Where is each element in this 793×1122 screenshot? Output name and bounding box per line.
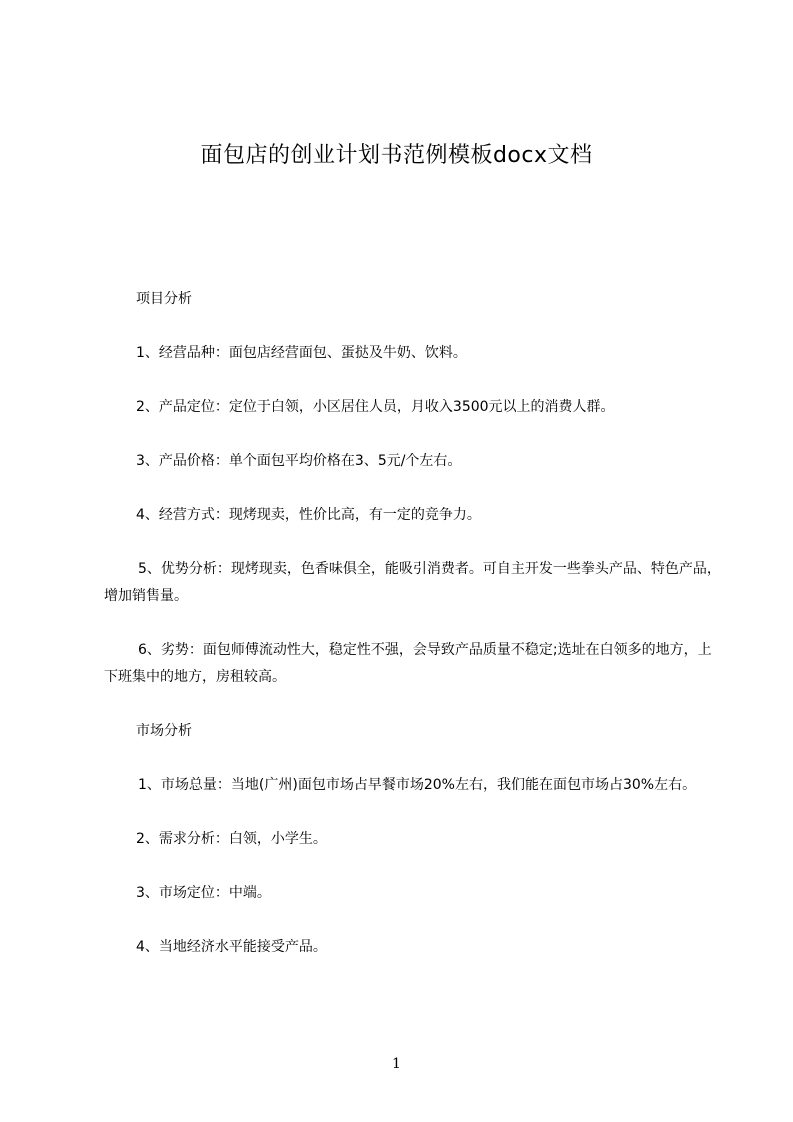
market-item-3: 3、市场定位：中端。 bbox=[136, 885, 271, 901]
project-item-2: 2、产品定位：定位于白领，小区居住人员，月收入3500元以上的消费人群。 bbox=[136, 399, 615, 415]
document-title: 面包店的创业计划书范例模板docx文档 bbox=[200, 143, 593, 168]
project-item-4: 4、经营方式：现烤现卖，性价比高，有一定的竞争力。 bbox=[136, 507, 481, 523]
project-item-5: 5、优势分析：现烤现卖，色香味俱全，能吸引消费者。可自主开发一些拳头产品、特色产品，增加销售量。 bbox=[104, 561, 721, 604]
market-item-4: 4、当地经济水平能接受产品。 bbox=[136, 939, 327, 955]
project-item-1: 1、经营品种：面包店经营面包、蛋挞及牛奶、饮料。 bbox=[136, 345, 467, 361]
document-body bbox=[104, 286, 724, 988]
project-item-6: 6、劣势：面包师傅流动性大，稳定性不强，会导致产品质量不稳定;选址在白领多的地方，上下班集中的地方，房租较高。 bbox=[104, 642, 712, 685]
market-item-1: 1、市场总量：当地(广州)面包市场占早餐市场20%左右，我们能在面包市场占30%左右。 bbox=[138, 777, 697, 793]
section-heading-market-analysis: 市场分析 bbox=[136, 723, 192, 739]
section-heading-project-analysis: 项目分析 bbox=[136, 291, 192, 307]
project-item-3: 3、产品价格：单个面包平均价格在3、5元/个左右。 bbox=[136, 453, 462, 469]
page-number: 1 bbox=[392, 1056, 401, 1072]
market-item-2: 2、需求分析：白领，小学生。 bbox=[136, 831, 327, 847]
